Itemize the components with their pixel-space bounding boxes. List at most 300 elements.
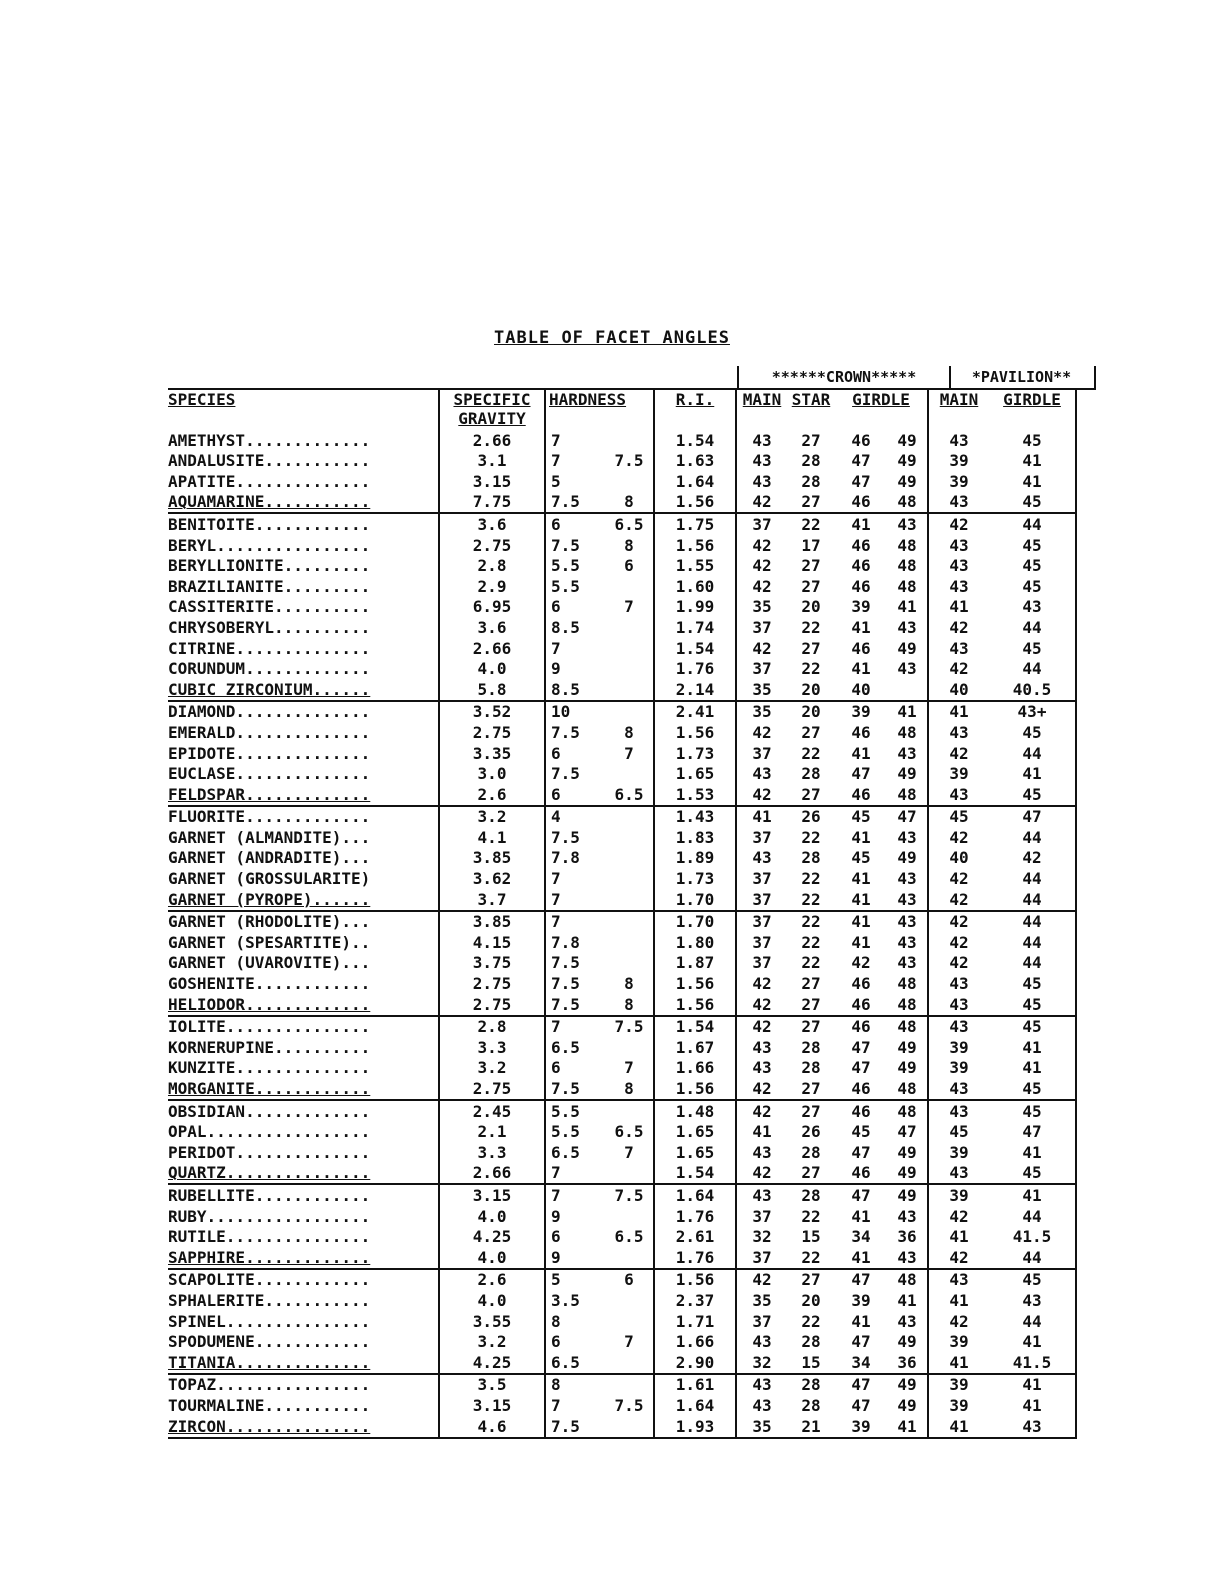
pavilion-main-cell: 42 bbox=[928, 659, 989, 680]
hardness-high-cell: 7 bbox=[624, 743, 634, 763]
hardness-low-cell: 7.8 bbox=[545, 848, 605, 869]
crown-girdle-2-cell: 43 bbox=[897, 743, 917, 763]
specific-gravity-cell: 2.75 bbox=[439, 535, 545, 556]
pavilion-main-cell: 43 bbox=[928, 994, 989, 1016]
crown-girdle-1-cell: 46 bbox=[835, 492, 887, 514]
pavilion-main-cell: 39 bbox=[928, 451, 989, 472]
species-cell: OPAL................. bbox=[168, 1122, 371, 1142]
crown-girdle-2-cell: 49 bbox=[897, 1037, 917, 1057]
specific-gravity-cell: 2.66 bbox=[439, 1163, 545, 1185]
pavilion-girdle-cell: 41 bbox=[989, 471, 1076, 492]
hardness-high-cell: 6.5 bbox=[614, 514, 644, 534]
crown-girdle-1-cell: 46 bbox=[851, 722, 871, 742]
species-cell: TITANIA.............. bbox=[168, 1352, 439, 1374]
hardness-high-cell bbox=[605, 764, 654, 785]
pavilion-main-cell: 42 bbox=[928, 932, 989, 953]
species-cell: FELDSPAR............. bbox=[168, 784, 439, 806]
pavilion-main-cell: 39 bbox=[928, 1142, 989, 1163]
crown-main-cell: 43 bbox=[736, 1058, 787, 1079]
ri-cell: 1.73 bbox=[654, 743, 736, 764]
pavilion-main-cell: 39 bbox=[928, 1395, 989, 1416]
crown-girdle-1-cell: 46 bbox=[851, 576, 871, 596]
crown-main-cell: 41 bbox=[736, 1122, 787, 1143]
pavilion-main-cell: 41 bbox=[928, 1227, 989, 1248]
species-cell: CASSITERITE.......... bbox=[168, 597, 371, 617]
pavilion-main-cell: 42 bbox=[928, 911, 989, 933]
species-cell: BENITOITE............ bbox=[168, 514, 371, 534]
hardness-high-cell bbox=[605, 1163, 654, 1185]
ri-cell: 1.53 bbox=[654, 784, 736, 806]
pavilion-main-cell: 45 bbox=[928, 1122, 989, 1143]
crown-girdle-2-cell: 49 bbox=[897, 1142, 917, 1162]
table-row bbox=[168, 743, 1076, 764]
hardness-low-cell: 5 bbox=[545, 1269, 605, 1291]
species-cell: HELIODOR............. bbox=[168, 994, 439, 1016]
specific-gravity-cell: 3.35 bbox=[439, 743, 545, 764]
hardness-low-cell: 7.5 bbox=[545, 1078, 605, 1100]
table-row bbox=[168, 1395, 1076, 1416]
crown-star-cell: 22 bbox=[801, 953, 821, 973]
pavilion-main-cell: 43 bbox=[928, 576, 989, 597]
hardness-low-cell: 6.5 bbox=[545, 1037, 605, 1058]
pavilion-main-cell: 43 bbox=[928, 1016, 989, 1038]
crown-girdle-2-cell: 49 bbox=[897, 451, 917, 471]
specific-gravity-cell: 2.45 bbox=[439, 1100, 545, 1122]
crown-star-cell: 27 bbox=[787, 492, 835, 514]
crown-main-cell: 37 bbox=[736, 827, 787, 848]
table-row bbox=[168, 1037, 1076, 1058]
pavilion-girdle-cell: 47 bbox=[989, 806, 1076, 828]
pavilion-main-cell: 39 bbox=[928, 1058, 989, 1079]
crown-girdle-1-cell: 46 bbox=[851, 556, 871, 576]
table-row bbox=[168, 1078, 1076, 1100]
hardness-low-cell: 6 bbox=[545, 597, 605, 618]
hardness-low-cell: 8.5 bbox=[545, 679, 605, 701]
table-row bbox=[168, 1100, 1076, 1122]
pavilion-girdle-cell: 41 bbox=[989, 1184, 1076, 1206]
pavilion-girdle-cell: 45 bbox=[989, 1269, 1076, 1291]
pavilion-main-cell: 42 bbox=[928, 953, 989, 974]
ri-cell: 1.55 bbox=[654, 556, 736, 577]
crown-girdle-2-cell: 48 bbox=[897, 1101, 917, 1121]
hardness-low-cell: 7 bbox=[545, 1184, 605, 1206]
hardness-high-cell bbox=[605, 576, 654, 597]
specific-gravity-cell: 3.6 bbox=[439, 617, 545, 638]
hardness-low-cell: 4 bbox=[545, 806, 605, 828]
crown-girdle-2-cell: 48 bbox=[887, 994, 928, 1016]
pavilion-girdle-cell: 44 bbox=[989, 1206, 1076, 1227]
crown-girdle-2-cell: 49 bbox=[897, 1395, 917, 1415]
ri-cell: 1.43 bbox=[654, 806, 736, 828]
table-row bbox=[168, 1227, 1076, 1248]
hardness-low-cell: 6 bbox=[545, 784, 605, 806]
specific-gravity-header: SPECIFIC GRAVITY bbox=[439, 389, 545, 430]
ri-cell: 1.66 bbox=[654, 1332, 736, 1353]
crown-girdle-1-cell: 47 bbox=[851, 1058, 871, 1078]
specific-gravity-cell: 3.15 bbox=[439, 471, 545, 492]
hardness-low-cell: 7.5 bbox=[545, 764, 605, 785]
specific-gravity-cell: 3.2 bbox=[439, 806, 545, 828]
hardness-high-cell bbox=[605, 827, 654, 848]
hardness-low-cell: 7 bbox=[545, 430, 605, 451]
pavilion-girdle-cell: 44 bbox=[989, 743, 1076, 764]
pavilion-main-cell: 42 bbox=[928, 743, 989, 764]
crown-girdle-1-cell: 40 bbox=[835, 679, 887, 701]
crown-main-cell: 32 bbox=[736, 1227, 787, 1248]
crown-star-cell: 28 bbox=[801, 848, 821, 868]
pavilion-girdle-cell: 43 bbox=[989, 1290, 1076, 1311]
pavilion-main-cell: 42 bbox=[928, 1311, 989, 1332]
pavilion-girdle-cell: 45 bbox=[989, 1016, 1076, 1038]
ri-cell: 2.14 bbox=[654, 679, 736, 701]
species-cell: FLUORITE............. bbox=[168, 807, 371, 827]
pavilion-main-cell: 42 bbox=[928, 1247, 989, 1269]
pavilion-girdle-cell: 41.5 bbox=[989, 1352, 1076, 1374]
hardness-high-cell bbox=[605, 806, 654, 828]
ri-cell: 1.56 bbox=[654, 973, 736, 994]
crown-star-cell: 22 bbox=[787, 889, 835, 911]
crown-star-cell: 28 bbox=[801, 1185, 821, 1205]
hardness-low-cell: 6 bbox=[545, 513, 605, 535]
species-cell: OBSIDIAN............. bbox=[168, 1101, 371, 1121]
species-cell: KORNERUPINE.......... bbox=[168, 1037, 371, 1057]
crown-star-cell: 22 bbox=[801, 1311, 821, 1331]
pavilion-main-cell: 42 bbox=[928, 889, 989, 911]
specific-gravity-cell: 2.6 bbox=[439, 784, 545, 806]
crown-main-cell: 37 bbox=[736, 1206, 787, 1227]
hardness-high-cell: 7.5 bbox=[614, 1017, 644, 1037]
hardness-low-cell: 5.5 bbox=[545, 576, 605, 597]
crown-star-cell: 27 bbox=[801, 638, 821, 658]
specific-gravity-cell: 4.0 bbox=[439, 1290, 545, 1311]
crown-girdle-2-cell: 43 bbox=[897, 827, 917, 847]
hardness-high-cell bbox=[605, 848, 654, 869]
hardness-high-cell: 6.5 bbox=[605, 784, 654, 806]
hardness-low-cell: 7.5 bbox=[545, 535, 605, 556]
crown-star-cell: 22 bbox=[801, 1206, 821, 1226]
pavilion-girdle-cell: 45 bbox=[989, 1163, 1076, 1185]
crown-girdle-2-cell: 48 bbox=[897, 576, 917, 596]
crown-girdle-2-cell: 43 bbox=[887, 1247, 928, 1269]
crown-main-cell: 37 bbox=[736, 1247, 787, 1269]
pavilion-main-cell: 43 bbox=[928, 535, 989, 556]
specific-gravity-cell: 3.1 bbox=[439, 451, 545, 472]
table-row bbox=[168, 764, 1076, 785]
crown-girdle-2-cell: 43 bbox=[897, 514, 917, 534]
crown-main-cell: 43 bbox=[736, 1395, 787, 1416]
specific-gravity-cell: 3.55 bbox=[439, 1311, 545, 1332]
table-row bbox=[168, 1290, 1076, 1311]
crown-girdle-1-cell: 47 bbox=[851, 1270, 871, 1290]
hardness-high-cell bbox=[605, 953, 654, 974]
pavilion-girdle-cell: 40.5 bbox=[989, 679, 1076, 701]
hardness-low-cell: 7 bbox=[545, 1163, 605, 1185]
crown-star-cell: 22 bbox=[801, 514, 821, 534]
crown-group-header: ******CROWN***** bbox=[737, 366, 951, 390]
hardness-low-cell: 7 bbox=[545, 868, 605, 889]
species-cell: RUTILE............... bbox=[168, 1227, 371, 1247]
table-row bbox=[168, 1269, 1076, 1291]
species-cell: MORGANITE............ bbox=[168, 1078, 439, 1100]
crown-star-cell: 28 bbox=[801, 1037, 821, 1057]
crown-main-cell: 37 bbox=[736, 513, 787, 535]
hardness-high-cell bbox=[605, 932, 654, 953]
specific-gravity-cell: 4.25 bbox=[439, 1352, 545, 1374]
hardness-high-cell bbox=[605, 430, 654, 451]
ri-cell: 1.71 bbox=[654, 1311, 736, 1332]
table-row bbox=[168, 722, 1076, 743]
crown-girdle-2-cell: 49 bbox=[897, 848, 917, 868]
ri-cell: 1.67 bbox=[654, 1037, 736, 1058]
specific-gravity-cell: 2.75 bbox=[439, 1078, 545, 1100]
species-cell: APATITE.............. bbox=[168, 471, 371, 491]
crown-star-cell: 22 bbox=[801, 743, 821, 763]
pavilion-girdle-cell: 41 bbox=[989, 1374, 1076, 1396]
pavilion-girdle-cell: 45 bbox=[989, 576, 1076, 597]
crown-girdle-1-cell: 46 bbox=[835, 784, 887, 806]
pavilion-girdle-cell: 45 bbox=[989, 1078, 1076, 1100]
specific-gravity-cell: 3.52 bbox=[439, 701, 545, 723]
crown-girdle-1-cell: 34 bbox=[835, 1352, 887, 1374]
species-cell: GARNET (SPESARTITE).. bbox=[168, 932, 371, 952]
hardness-low-cell: 5 bbox=[545, 471, 605, 492]
crown-star-cell: 22 bbox=[801, 912, 821, 932]
ri-cell: 1.61 bbox=[654, 1374, 736, 1396]
crown-star-cell: 27 bbox=[787, 994, 835, 1016]
pavilion-main-cell: 40 bbox=[928, 679, 989, 701]
crown-girdle-2-cell: 48 bbox=[887, 1078, 928, 1100]
species-cell: EUCLASE.............. bbox=[168, 764, 371, 784]
ri-cell: 1.54 bbox=[654, 1016, 736, 1038]
species-cell: SCAPOLITE............ bbox=[168, 1270, 371, 1290]
specific-gravity-cell: 7.75 bbox=[439, 492, 545, 514]
species-cell: AMETHYST............. bbox=[168, 430, 371, 450]
crown-main-cell: 42 bbox=[736, 535, 787, 556]
table-row bbox=[168, 597, 1076, 618]
table-row bbox=[168, 535, 1076, 556]
pavilion-main-cell: 42 bbox=[928, 1206, 989, 1227]
crown-girdle-2-cell: 43 bbox=[897, 659, 917, 679]
crown-main-cell: 42 bbox=[736, 638, 787, 659]
pavilion-girdle-cell: 41 bbox=[989, 1058, 1076, 1079]
specific-gravity-cell: 3.2 bbox=[439, 1058, 545, 1079]
hardness-low-cell: 7.5 bbox=[545, 492, 605, 514]
pavilion-girdle-cell: 43 bbox=[989, 1416, 1076, 1438]
hardness-high-cell bbox=[605, 911, 654, 933]
hardness-low-cell: 7.5 bbox=[545, 722, 605, 743]
crown-girdle-2-cell: 43 bbox=[897, 932, 917, 952]
table-row bbox=[168, 806, 1076, 828]
crown-girdle-2-cell: 43 bbox=[897, 1311, 917, 1331]
crown-girdle-2-cell: 36 bbox=[887, 1352, 928, 1374]
crown-girdle-1-cell: 47 bbox=[851, 764, 871, 784]
crown-girdle-1-cell: 47 bbox=[851, 451, 871, 471]
table-row bbox=[168, 1163, 1076, 1185]
crown-main-cell: 35 bbox=[736, 679, 787, 701]
table-row bbox=[168, 1374, 1076, 1396]
species-cell: BERYLLIONITE......... bbox=[168, 556, 371, 576]
crown-girdle-1-cell: 46 bbox=[835, 1078, 887, 1100]
hardness-header: HARDNESS bbox=[545, 389, 654, 430]
ri-cell: 1.56 bbox=[654, 492, 736, 514]
crown-main-cell: 35 bbox=[736, 1290, 787, 1311]
ri-cell: 1.54 bbox=[654, 1163, 736, 1185]
crown-star-cell: 28 bbox=[801, 1395, 821, 1415]
hardness-high-cell bbox=[605, 659, 654, 680]
specific-gravity-cell: 4.6 bbox=[439, 1416, 545, 1438]
crown-girdle-2-cell: 43 bbox=[897, 869, 917, 889]
species-cell: SPODUMENE............ bbox=[168, 1332, 371, 1352]
hardness-high-cell: 8 bbox=[605, 994, 654, 1016]
table-row bbox=[168, 556, 1076, 577]
hardness-high-cell: 7 bbox=[624, 597, 634, 617]
crown-star-cell: 20 bbox=[801, 702, 821, 722]
crown-main-cell: 37 bbox=[736, 911, 787, 933]
table-row bbox=[168, 471, 1076, 492]
specific-gravity-cell: 2.75 bbox=[439, 994, 545, 1016]
ri-cell: 1.76 bbox=[654, 659, 736, 680]
crown-girdle-1-cell: 41 bbox=[851, 869, 871, 889]
pavilion-girdle-cell: 44 bbox=[989, 617, 1076, 638]
crown-girdle-2-cell: 41 bbox=[897, 597, 917, 617]
hardness-low-cell: 7 bbox=[545, 889, 605, 911]
specific-gravity-cell: 3.3 bbox=[439, 1142, 545, 1163]
hardness-low-cell: 6.5 bbox=[545, 1142, 605, 1163]
crown-main-cell: 37 bbox=[736, 1311, 787, 1332]
crown-girdle-1-cell: 47 bbox=[851, 1395, 871, 1415]
pavilion-main-cell: 43 bbox=[928, 1269, 989, 1291]
pavilion-main-cell: 43 bbox=[928, 973, 989, 994]
crown-girdle-1-cell: 46 bbox=[835, 994, 887, 1016]
hardness-low-cell: 8 bbox=[545, 1374, 605, 1396]
crown-main-cell: 41 bbox=[736, 806, 787, 828]
crown-girdle-1-cell: 45 bbox=[851, 807, 871, 827]
crown-star-cell: 27 bbox=[801, 1270, 821, 1290]
hardness-high-cell bbox=[605, 1100, 654, 1122]
pavilion-main-cell: 45 bbox=[928, 806, 989, 828]
hardness-low-cell: 7 bbox=[545, 1016, 605, 1038]
species-cell: SAPPHIRE............. bbox=[168, 1247, 439, 1269]
ri-cell: 1.56 bbox=[654, 1078, 736, 1100]
pavilion-girdle-cell: 41 bbox=[989, 451, 1076, 472]
crown-star-cell: 28 bbox=[801, 1142, 821, 1162]
crown-main-cell: 42 bbox=[736, 722, 787, 743]
pavilion-girdle-cell: 43 bbox=[989, 597, 1076, 618]
crown-girdle-1-cell: 41 bbox=[851, 1311, 871, 1331]
pavilion-girdle-cell: 43+ bbox=[989, 701, 1076, 723]
crown-main-cell: 42 bbox=[736, 1016, 787, 1038]
pavilion-main-header: MAIN bbox=[928, 389, 989, 430]
crown-girdle-2-cell: 48 bbox=[887, 492, 928, 514]
table-row bbox=[168, 638, 1076, 659]
crown-girdle-1-cell: 46 bbox=[835, 1163, 887, 1185]
table-row bbox=[168, 659, 1076, 680]
crown-star-cell: 21 bbox=[787, 1416, 835, 1438]
ri-header: R.I. bbox=[654, 389, 736, 430]
table-row bbox=[168, 784, 1076, 806]
pavilion-girdle-cell: 41 bbox=[989, 1332, 1076, 1353]
ri-cell: 1.76 bbox=[654, 1206, 736, 1227]
crown-star-cell: 22 bbox=[801, 659, 821, 679]
facet-angles-table bbox=[168, 388, 1077, 1439]
crown-girdle-2-cell: 48 bbox=[897, 1270, 917, 1290]
crown-girdle-1-cell: 41 bbox=[851, 827, 871, 847]
crown-girdle-2-cell: 48 bbox=[887, 784, 928, 806]
crown-star-cell: 20 bbox=[801, 1290, 821, 1310]
pavilion-main-cell: 41 bbox=[928, 1352, 989, 1374]
table-row bbox=[168, 513, 1076, 535]
pavilion-girdle-cell: 45 bbox=[989, 638, 1076, 659]
hardness-low-cell: 7 bbox=[545, 638, 605, 659]
hardness-high-cell: 8 bbox=[624, 722, 634, 742]
species-cell: RUBY................. bbox=[168, 1206, 371, 1226]
pavilion-main-cell: 43 bbox=[928, 430, 989, 451]
species-cell: EPIDOTE.............. bbox=[168, 743, 371, 763]
table-row bbox=[168, 492, 1076, 514]
specific-gravity-cell: 2.1 bbox=[439, 1122, 545, 1143]
ri-cell: 1.83 bbox=[654, 827, 736, 848]
table-row bbox=[168, 1122, 1076, 1143]
specific-gravity-cell: 4.0 bbox=[439, 1206, 545, 1227]
crown-girdle-2-cell: 48 bbox=[897, 722, 917, 742]
crown-star-cell: 27 bbox=[787, 1163, 835, 1185]
crown-girdle-2-cell: 41 bbox=[897, 702, 917, 722]
species-cell: CITRINE.............. bbox=[168, 638, 371, 658]
crown-girdle-1-cell: 34 bbox=[851, 1227, 871, 1247]
hardness-high-cell bbox=[605, 868, 654, 889]
ri-cell: 1.75 bbox=[654, 513, 736, 535]
species-cell: CORUNDUM............. bbox=[168, 659, 371, 679]
ri-cell: 1.70 bbox=[654, 889, 736, 911]
species-cell: ANDALUSITE........... bbox=[168, 451, 371, 471]
crown-girdle-1-cell: 47 bbox=[851, 1375, 871, 1395]
specific-gravity-cell: 3.15 bbox=[439, 1184, 545, 1206]
hardness-high-cell bbox=[605, 471, 654, 492]
table-row bbox=[168, 994, 1076, 1016]
table-row bbox=[168, 1352, 1076, 1374]
pavilion-main-cell: 42 bbox=[928, 513, 989, 535]
specific-gravity-cell: 3.7 bbox=[439, 889, 545, 911]
table-row bbox=[168, 1311, 1076, 1332]
specific-gravity-cell: 3.6 bbox=[439, 513, 545, 535]
crown-main-cell: 43 bbox=[736, 848, 787, 869]
hardness-high-cell: 6 bbox=[624, 1270, 634, 1290]
crown-girdle-1-cell: 42 bbox=[851, 953, 871, 973]
ri-cell: 1.93 bbox=[654, 1416, 736, 1438]
table-row bbox=[168, 1416, 1076, 1438]
crown-star-cell: 22 bbox=[787, 1247, 835, 1269]
specific-gravity-cell: 3.62 bbox=[439, 868, 545, 889]
crown-main-cell: 37 bbox=[736, 743, 787, 764]
pavilion-girdle-cell: 44 bbox=[989, 911, 1076, 933]
pavilion-main-cell: 41 bbox=[928, 1416, 989, 1438]
table-row bbox=[168, 848, 1076, 869]
specific-gravity-cell: 4.0 bbox=[439, 659, 545, 680]
crown-main-cell: 42 bbox=[736, 973, 787, 994]
crown-star-cell: 17 bbox=[801, 535, 821, 555]
crown-girdle-2-cell: 48 bbox=[897, 556, 917, 576]
crown-girdle-2-cell: 48 bbox=[897, 1017, 917, 1037]
hardness-high-cell bbox=[605, 1352, 654, 1374]
ri-cell: 1.76 bbox=[654, 1247, 736, 1269]
hardness-high-cell: 7.5 bbox=[614, 1185, 644, 1205]
crown-girdle-2-cell: 49 bbox=[897, 1332, 917, 1352]
specific-gravity-cell: 3.2 bbox=[439, 1332, 545, 1353]
crown-girdle-1-cell: 41 bbox=[851, 743, 871, 763]
hardness-high-cell bbox=[605, 1311, 654, 1332]
hardness-low-cell: 7 bbox=[545, 1395, 605, 1416]
crown-girdle-1-cell: 41 bbox=[835, 1247, 887, 1269]
